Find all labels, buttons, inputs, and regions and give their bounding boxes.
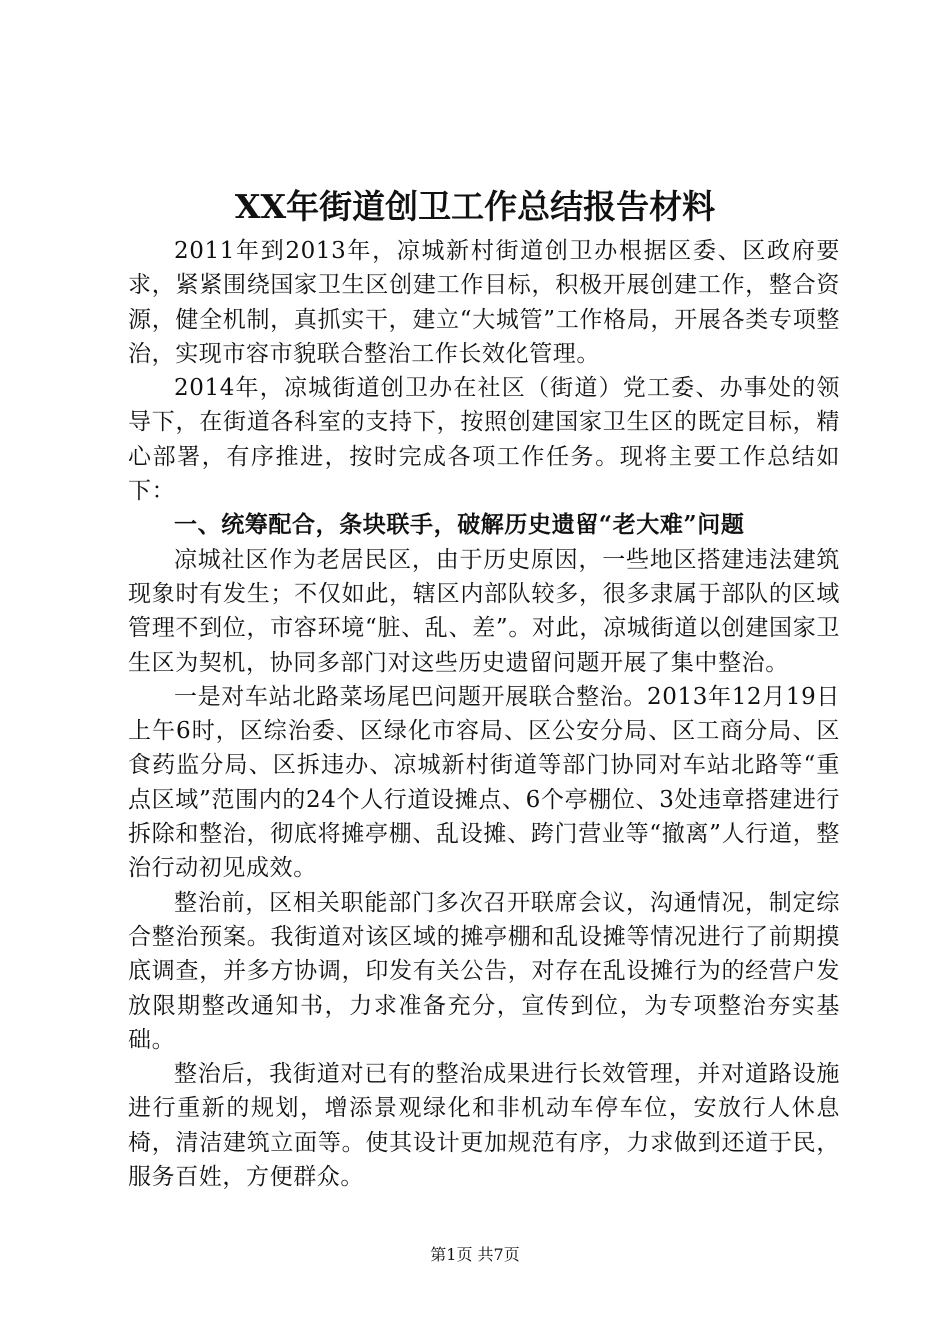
page-number-footer: 第1页 共7页 <box>430 1245 520 1264</box>
section-heading: 一、统筹配合，条块联手，破解历史遗留“老大难”问题 <box>174 511 745 539</box>
intro-paragraph-2: 2014年，凉城街道创卫办在社区（街道）党工委、办事处的领导下，在街道各科室的支持下，按照创建国家卫生区的既定目标，精心部署，有序推进，按时完成各项工作任务。现将主要工作总结如下： <box>128 375 840 505</box>
document-title: XX年街道创卫工作总结报告材料 <box>234 187 716 226</box>
section-paragraph-3: 整治前，区相关职能部门多次召开联席会议，沟通情况，制定综合整治预案。我街道对该区域的摊亭棚和乱设摊等情况进行了前期摸底调查，并多方协调，印发有关公告，对存在乱设摊行为的经营户发放限期整改通知书，力求准备充分，宣传到位，为专项整治夯实基础。 <box>128 889 840 1053</box>
section-paragraph-4: 整治后，我街道对已有的整治成果进行长效管理，并对道路设施进行重新的规划，增添景观绿化和非机动车停车位，安放行人休息椅，清洁建筑立面等。使其设计更加规范有序，力求做到还道于民，服务百姓，方便群众。 <box>128 1061 840 1191</box>
intro-paragraph-1: 2011年到2013年，凉城新村街道创卫办根据区委、区政府要求，紧紧围绕国家卫生区创建工作目标，积极开展创建工作，整合资源，健全机制，真抓实干，建立“大城管”工作格局，开展各类专项整治，实现市容市貌联合整治工作长效化管理。 <box>128 238 840 367</box>
section-paragraph-1: 凉城社区作为老居民区，由于历史原因，一些地区搭建违法建筑现象时有发生；不仅如此，辖区内部队较多，很多隶属于部队的区域管理不到位，市容环境“脏、乱、差”。对此，凉城街道以创建国家卫生区为契机，协同多部门对这些历史遗留问题开展了集中整治。 <box>128 546 840 676</box>
document-body <box>128 234 840 1194</box>
section-paragraph-2: 一是对车站北路菜场尾巴问题开展联合整治。2013年12月19日上午6时，区综治委、区绿化市容局、区公安分局、区工商分局、区食药监分局、区拆违办、凉城新村街道等部门协同对车站北路等“重点区域”范围内的24个人行道设摊点、6个亭棚位、3处违章搭建进行拆除和整治，彻底将摊亭棚、乱设摊、跨门营业等“撤离”人行道，整治行动初见成效。 <box>128 683 840 882</box>
